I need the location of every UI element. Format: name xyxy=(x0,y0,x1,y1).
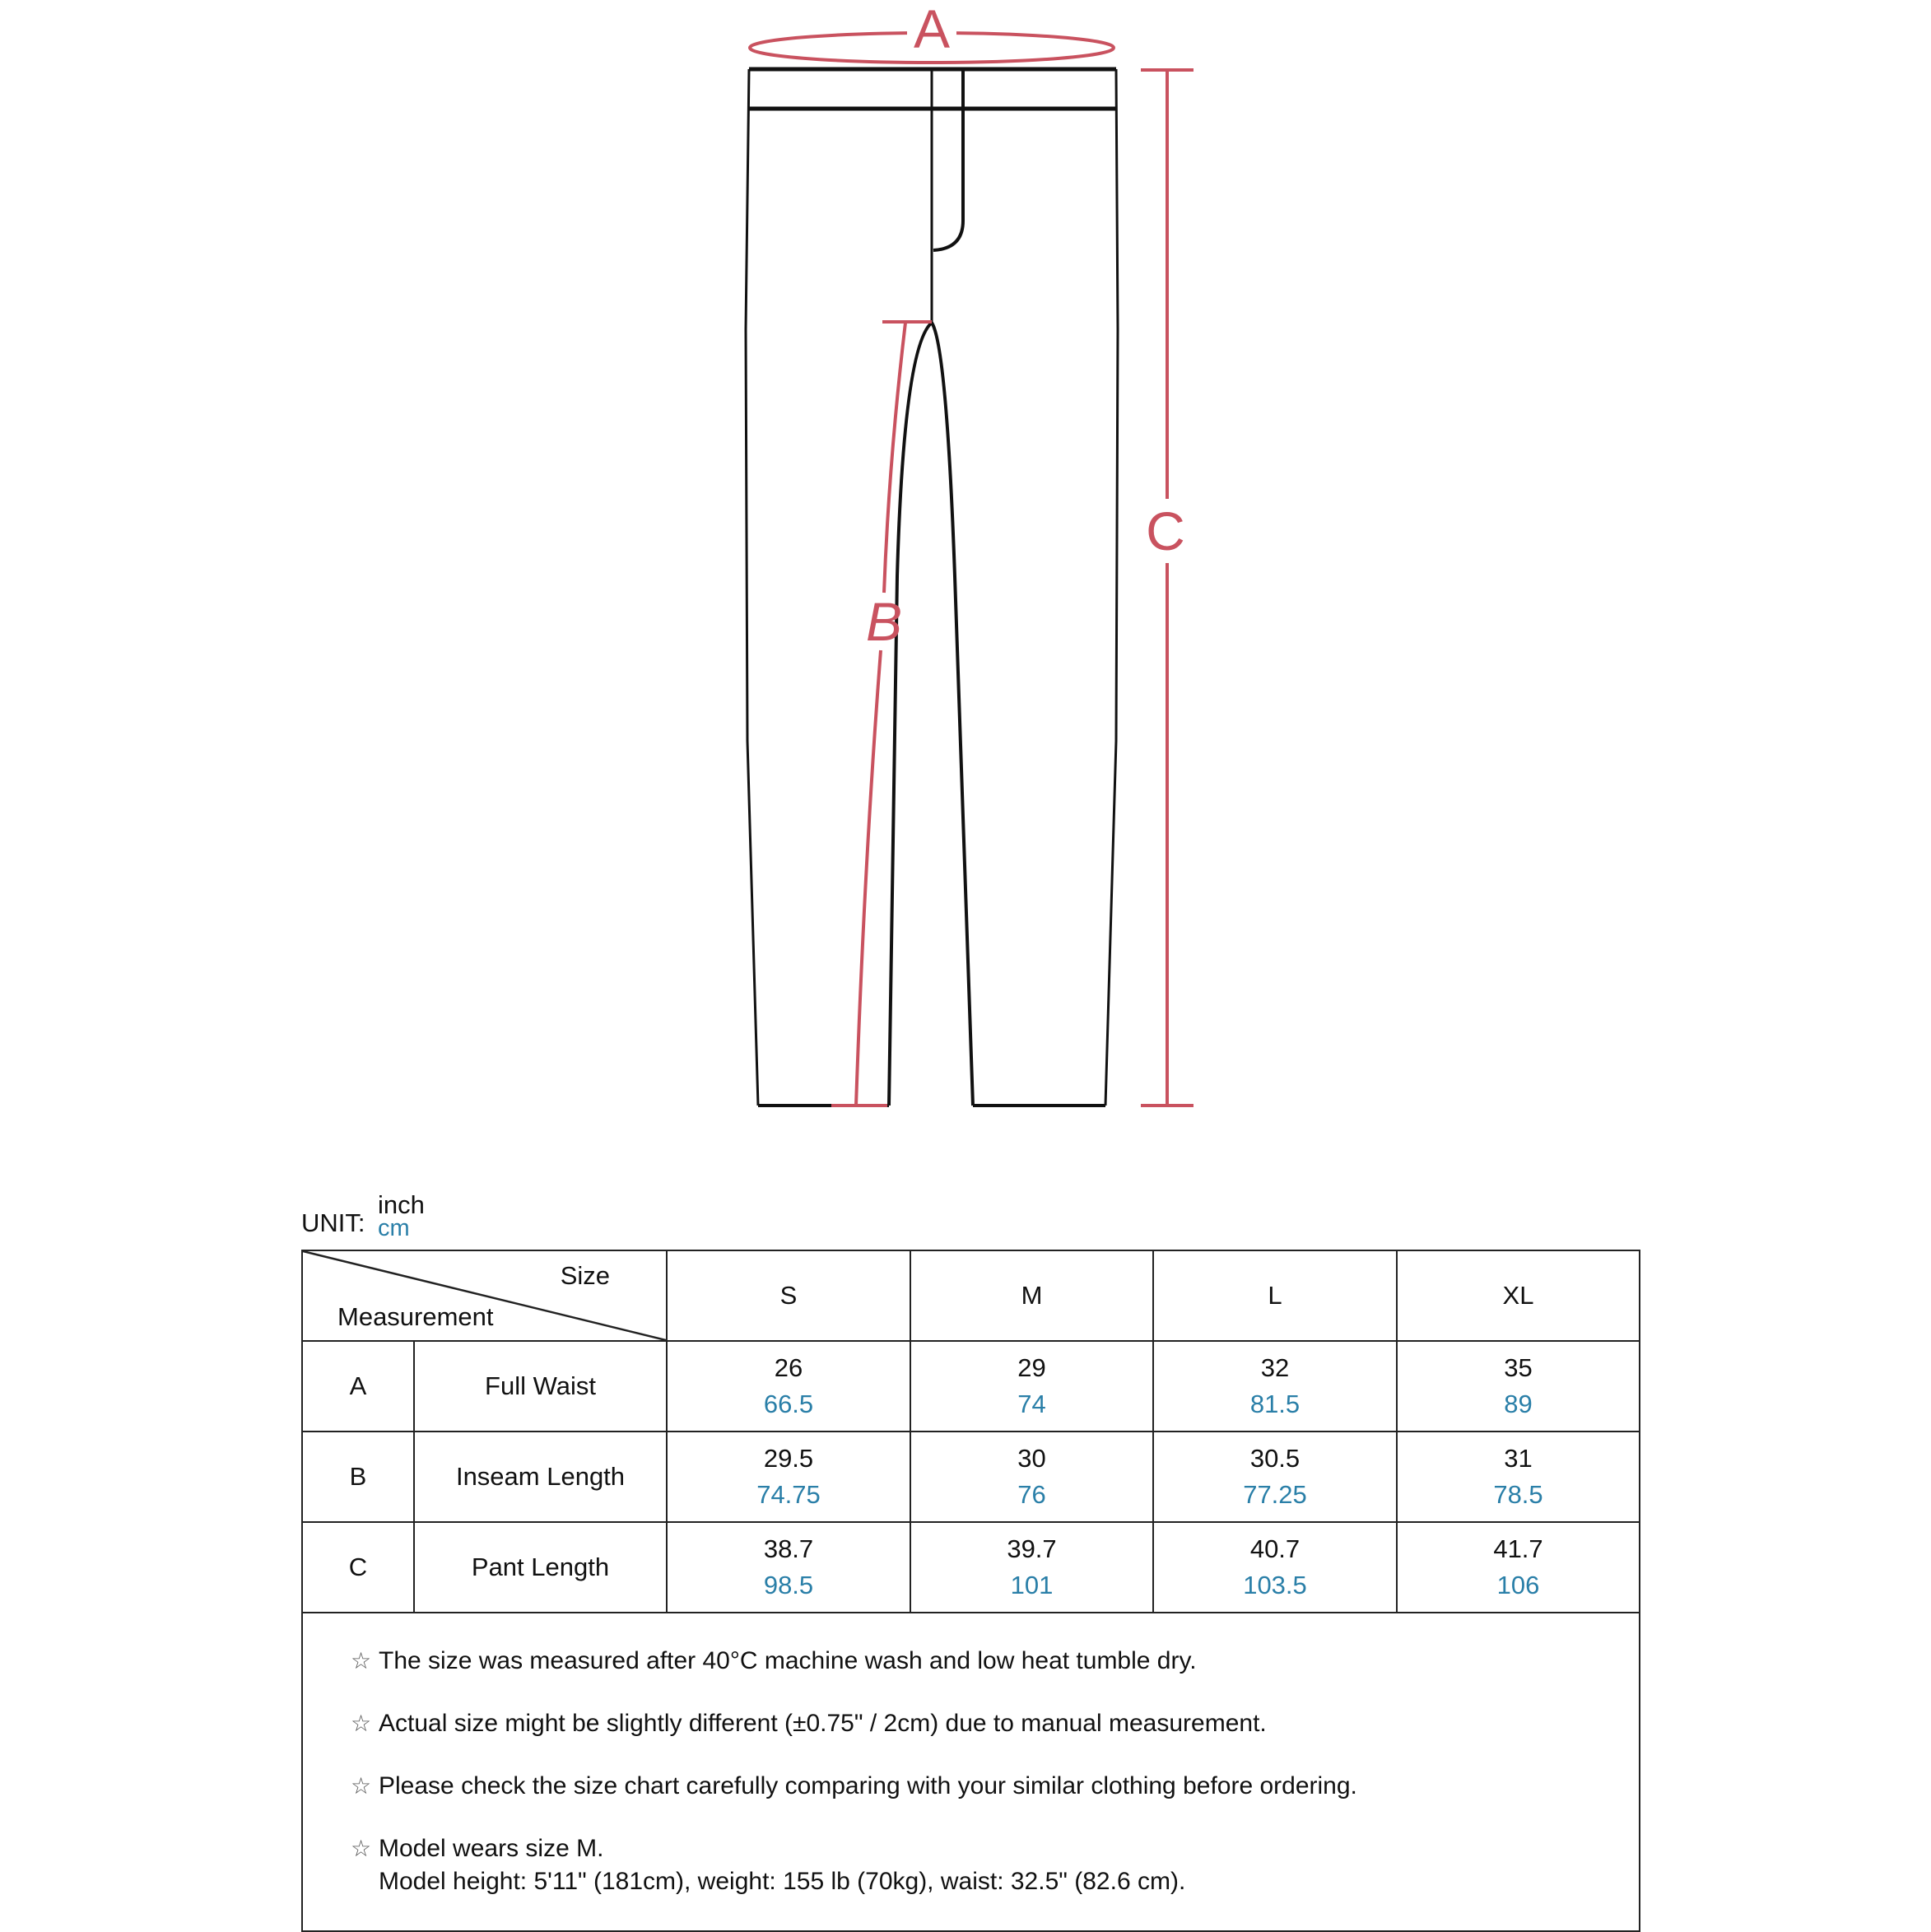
pants-outline xyxy=(746,69,1118,1106)
size-chart-table xyxy=(301,1250,1640,1932)
row-code: A xyxy=(302,1341,414,1432)
value-cell xyxy=(1397,1432,1640,1522)
row-code: B xyxy=(302,1432,414,1522)
value-cm: 98.5 xyxy=(763,1571,814,1599)
value-cm: 74.75 xyxy=(756,1480,821,1509)
value-cm: 81.5 xyxy=(1249,1390,1301,1418)
value-cell xyxy=(667,1432,910,1522)
label-c: C xyxy=(1146,500,1185,561)
note-text: Actual size might be slightly different (±0.75" / 2cm) due to manual measurement. xyxy=(379,1710,1267,1737)
value-inch: 29 xyxy=(1017,1353,1046,1382)
size-header-m: M xyxy=(910,1250,1153,1341)
notes-cell xyxy=(302,1613,1640,1931)
row-name: Full Waist xyxy=(414,1341,667,1432)
value-cm: 77.25 xyxy=(1243,1480,1307,1509)
value-cm: 76 xyxy=(1017,1480,1046,1509)
star-icon: ☆ xyxy=(351,1836,372,1861)
value-inch: 32 xyxy=(1260,1353,1290,1382)
table-row-inseam-length xyxy=(302,1432,1640,1522)
value-cm: 89 xyxy=(1504,1390,1533,1418)
value-cell xyxy=(1397,1522,1640,1613)
value-cell xyxy=(1153,1522,1397,1613)
unit-label: UNIT: xyxy=(301,1208,365,1237)
note-subtext: Model height: 5'11" (181cm), weight: 155 lb (70kg), waist: 32.5" (82.6 cm). xyxy=(379,1868,1186,1895)
value-cm: 66.5 xyxy=(763,1390,814,1418)
value-inch: 39.7 xyxy=(1007,1534,1057,1563)
value-inch: 40.7 xyxy=(1249,1534,1301,1563)
value-cm: 78.5 xyxy=(1493,1480,1543,1509)
star-icon: ☆ xyxy=(351,1711,372,1736)
table-row-pant-length xyxy=(302,1522,1640,1613)
value-inch: 35 xyxy=(1504,1353,1533,1382)
value-cell xyxy=(667,1522,910,1613)
value-cm: 103.5 xyxy=(1243,1571,1307,1599)
corner-size-label: Size xyxy=(560,1261,610,1290)
note-item xyxy=(351,1770,1639,1803)
value-cell xyxy=(1153,1341,1397,1432)
value-inch: 31 xyxy=(1504,1444,1533,1473)
value-inch: 38.7 xyxy=(763,1534,814,1563)
value-cell xyxy=(1153,1432,1397,1522)
value-inch: 41.7 xyxy=(1493,1534,1543,1563)
table-row-full-waist xyxy=(302,1341,1640,1432)
value-inch: 29.5 xyxy=(763,1444,814,1473)
length-measure-c xyxy=(1141,70,1193,1106)
note-text: The size was measured after 40°C machine wash and low heat tumble dry. xyxy=(379,1647,1197,1674)
waist-measure-a xyxy=(750,0,1114,63)
size-header-s: S xyxy=(667,1250,910,1341)
value-inch: 30 xyxy=(1017,1444,1046,1473)
header-row xyxy=(302,1250,1640,1341)
value-cm: 74 xyxy=(1017,1390,1046,1418)
note-item xyxy=(351,1645,1639,1678)
value-inch: 26 xyxy=(774,1353,803,1382)
value-cell xyxy=(910,1432,1153,1522)
value-cell xyxy=(910,1341,1153,1432)
note-item xyxy=(351,1707,1639,1740)
value-cell xyxy=(1397,1341,1640,1432)
star-icon: ☆ xyxy=(351,1648,372,1674)
value-cell xyxy=(667,1341,910,1432)
row-name: Pant Length xyxy=(414,1522,667,1613)
notes-row xyxy=(302,1613,1640,1931)
value-cm: 101 xyxy=(1010,1571,1054,1599)
notes-list xyxy=(303,1613,1639,1898)
star-icon: ☆ xyxy=(351,1773,372,1799)
unit-inch: inch xyxy=(378,1190,425,1219)
corner-measurement-label: Measurement xyxy=(337,1302,494,1331)
note-item xyxy=(351,1832,1639,1898)
size-header-xl: XL xyxy=(1397,1250,1640,1341)
note-text: Model wears size M. xyxy=(379,1835,604,1862)
row-code: C xyxy=(302,1522,414,1613)
size-header-l: L xyxy=(1153,1250,1397,1341)
value-cell xyxy=(910,1522,1153,1613)
value-inch: 30.5 xyxy=(1249,1444,1301,1473)
unit-cm: cm xyxy=(378,1215,410,1241)
inseam-measure-b xyxy=(831,322,932,1106)
value-cm: 106 xyxy=(1496,1571,1540,1599)
label-b: B xyxy=(865,591,903,652)
row-name: Inseam Length xyxy=(414,1432,667,1522)
note-text: Please check the size chart carefully comparing with your similar clothing before ordering. xyxy=(379,1772,1357,1799)
label-a: A xyxy=(913,0,951,59)
corner-header-cell xyxy=(302,1250,667,1341)
